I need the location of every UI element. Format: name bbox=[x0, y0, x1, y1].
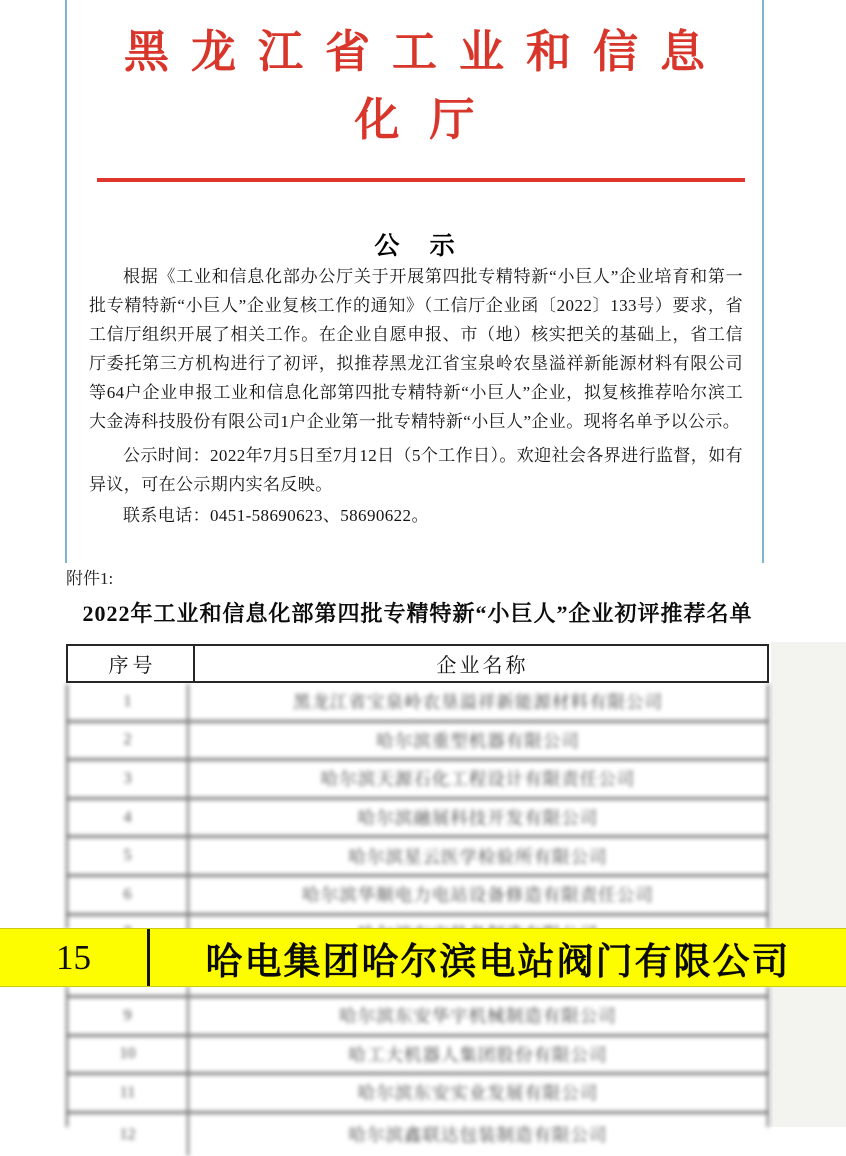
table-row bbox=[68, 838, 767, 877]
company-name: 哈尔滨鑫联达包装制造有限公司 bbox=[348, 1125, 608, 1146]
paragraph-basis: 根据《工业和信息化部办公厅关于开展第四批专精特新“小巨人”企业培育和第一批专精特新“小巨人”企业复核工作的通知》（工信厅企业函〔2022〕133号）要求，省工信厅组织开展了相关工作。在企业自愿申报、市（地）核实把关的基础上，省工信厅委托第三方机构进行了初评，拟推荐黑龙江省宝泉岭农垦溢祥新能源材料有限公司等64户企业申报工业和信息化部第四批专精特新“小巨人”企业，拟复核推荐哈尔滨工大金涛科技股份有限公司1户企业第一批专精特新“小巨人”企业。现将名单予以公示。 bbox=[89, 267, 743, 431]
highlighted-row-15 bbox=[0, 929, 846, 986]
scan-shading bbox=[771, 642, 846, 1127]
agency-name-line2: 化厅 bbox=[354, 95, 505, 145]
table-row bbox=[68, 684, 767, 723]
row-number: 3 bbox=[68, 761, 189, 797]
row-number: 4 bbox=[68, 800, 189, 836]
table-rows-blurred-bottom bbox=[66, 986, 769, 1146]
company-name: 哈尔滨天源石化工程设计有限责任公司 bbox=[320, 769, 636, 790]
company-name: 哈尔滨东安华宇机械制造有限公司 bbox=[339, 1006, 617, 1027]
table-row bbox=[68, 761, 767, 800]
agency-name-line1: 黑龙江省工业和信息 bbox=[123, 27, 727, 77]
table-row bbox=[68, 723, 767, 762]
row-number: 10 bbox=[68, 1037, 189, 1073]
company-name bbox=[189, 986, 767, 995]
company-name: 哈尔滨星云医学检验所有限公司 bbox=[348, 846, 608, 867]
company-name: 哈尔滨重型机器有限公司 bbox=[376, 730, 580, 751]
document-page bbox=[65, 0, 764, 563]
row-number: 5 bbox=[68, 838, 189, 874]
table-rows-blurred-top bbox=[66, 684, 769, 929]
table-header-row bbox=[66, 644, 769, 683]
company-name: 哈尔滨华顺电力电站设备修造有限责任公司 bbox=[302, 885, 654, 906]
company-name: 哈尔滨融展科技开发有限公司 bbox=[357, 808, 599, 829]
row-number: 6 bbox=[68, 877, 189, 913]
highlight-row-number: 15 bbox=[0, 929, 150, 986]
table-title: 2022年工业和信息化部第四批专精特新“小巨人”企业初评推荐名单 bbox=[82, 601, 753, 626]
attachment-label: 附件1: bbox=[66, 569, 114, 588]
notice-title: 公 示 bbox=[374, 233, 467, 260]
row-number: 2 bbox=[68, 723, 189, 759]
paragraph-contact-phone: 联系电话：0451-58690623、58690622。 bbox=[123, 506, 429, 525]
table-row bbox=[68, 877, 767, 916]
table-row bbox=[68, 1075, 767, 1114]
table-row bbox=[68, 998, 767, 1037]
row-number: 11 bbox=[68, 1075, 189, 1111]
table-row bbox=[68, 1037, 767, 1076]
table-row-partial-bottom bbox=[68, 1114, 767, 1156]
row-number: 9 bbox=[68, 998, 189, 1034]
table-row-partial-sliver bbox=[68, 986, 767, 998]
company-name: 哈尔滨东安实业发展有限公司 bbox=[357, 1083, 599, 1104]
notice-body bbox=[89, 262, 743, 530]
row-number: 1 bbox=[68, 684, 189, 720]
row-number bbox=[68, 986, 189, 995]
paragraph-publicity-period: 公示时间：2022年7月5日至7月12日（5个工作日）。欢迎社会各界进行监督，如有异议，可在公示期内实名反映。 bbox=[89, 446, 743, 494]
highlight-company-name: 哈电集团哈尔滨电站阀门有限公司 bbox=[205, 940, 791, 982]
column-header-no: 序号 bbox=[68, 646, 195, 681]
company-name: 黑龙江省宝泉岭农垦溢祥新能源材料有限公司 bbox=[293, 692, 663, 713]
column-header-name: 企业名称 bbox=[436, 655, 529, 677]
table-row bbox=[68, 800, 767, 839]
red-divider-line bbox=[97, 178, 745, 182]
row-number: 12 bbox=[68, 1114, 189, 1156]
company-name: 哈工大机器人集团股份有限公司 bbox=[348, 1044, 608, 1065]
